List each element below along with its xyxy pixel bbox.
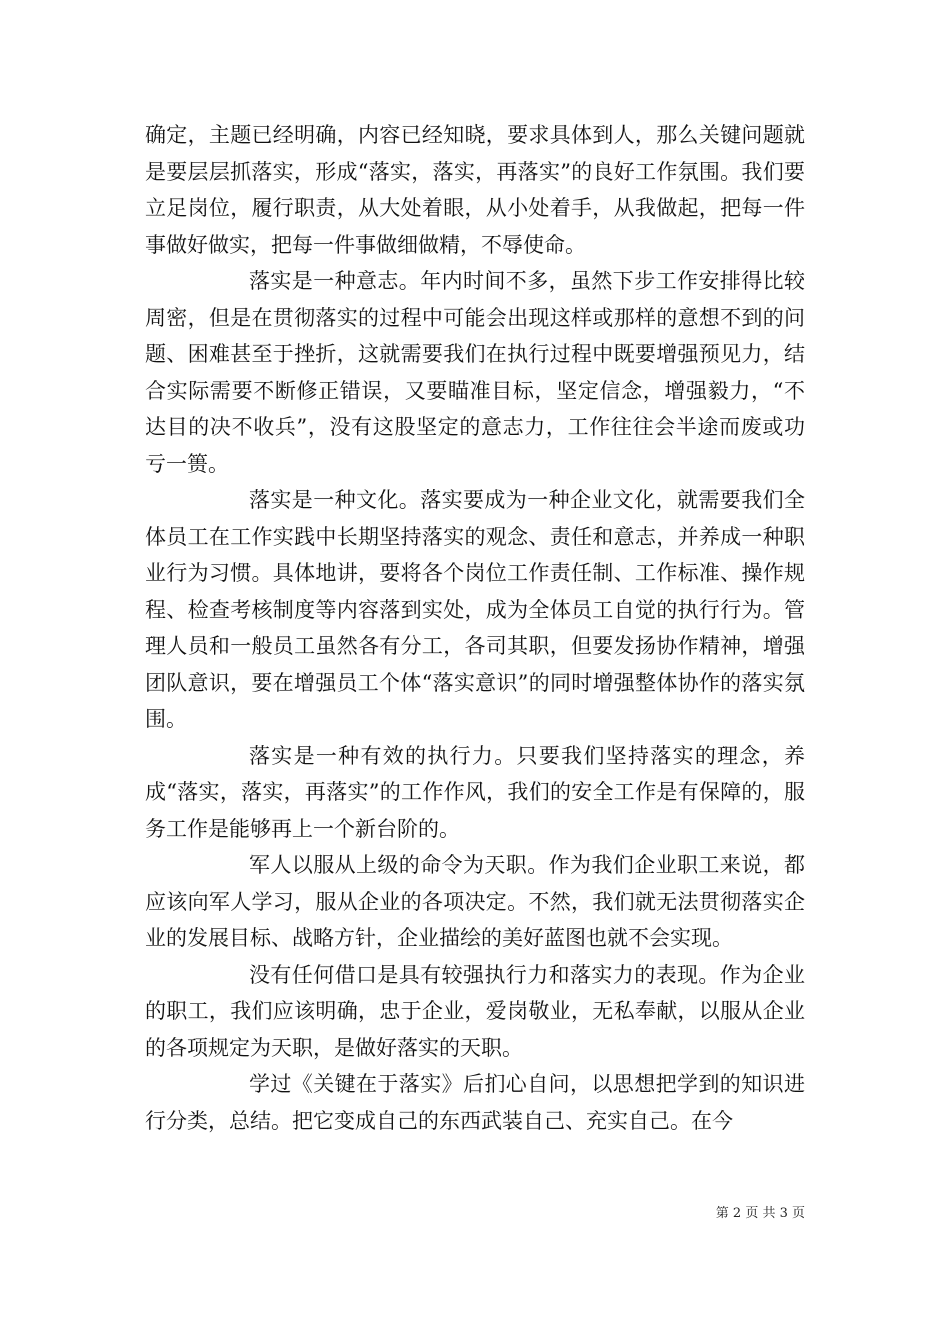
- paragraph-execution: 落实是一种有效的执行力。只要我们坚持落实的理念，养成“落实，落实，再落实”的工作作风，我们的安全工作是有保障的，服务工作是能够再上一个新台阶的。: [145, 743, 805, 841]
- paragraph-no-excuse: 没有任何借口是具有较强执行力和落实力的表现。作为企业的职工，我们应该明确，忠于企业，爱岗敬业，无私奉献，以服从企业的各项规定为天职，是做好落实的天职。: [145, 962, 805, 1060]
- document-body: [145, 117, 805, 1139]
- paragraph-soldier: 军人以服从上级的命令为天职。作为我们企业职工来说，都应该向军人学习，服从企业的各项决定。不然，我们就无法贯彻落实企业的发展目标、战略方针，企业描绘的美好蓝图也就不会实现。: [145, 853, 805, 950]
- paragraph-will: 落实是一种意志。年内时间不多，虽然下步工作安排得比较周密，但是在贯彻落实的过程中可能会出现这样或那样的意想不到的问题、困难甚至于挫折，这就需要我们在执行过程中既要增强预见力，结合实际需要不断修正错误，又要瞄准目标，坚定信念，增强毅力，“不达目的决不收兵”，没有这股坚定的意志力，工作往往会半途而废或功亏一篑。: [145, 269, 805, 476]
- paragraph-reflection: 学过《关键在于落实》后扪心自问，以思想把学到的知识进行分类，总结。把它变成自己的东西武装自己、充实自己。在今: [145, 1072, 805, 1133]
- paragraph-culture: 落实是一种文化。落实要成为一种企业文化，就需要我们全体员工在工作实践中长期坚持落实的观念、责任和意志，并养成一种职业行为习惯。具体地讲，要将各个岗位工作责任制、工作标准、操作规程、检查考核制度等内容落到实处，成为全体员工自觉的执行行为。管理人员和一般员工虽然各有分工，各司其职，但要发扬协作精神，增强团队意识，要在增强员工个体“落实意识”的同时增强整体协作的落实氛围。: [145, 488, 805, 731]
- paragraph-continuation: 确定，主题已经明确，内容已经知晓，要求具体到人，那么关键问题就是要层层抓落实，形成“落实，落实，再落实”的良好工作氛围。我们要立足岗位，履行职责，从大处着眼，从小处着手，从我做起，把每一件事做好做实，把每一件事做细做精，不辱使命。: [145, 123, 805, 257]
- page-number: 第 2 页 共 3 页: [715, 1206, 805, 1221]
